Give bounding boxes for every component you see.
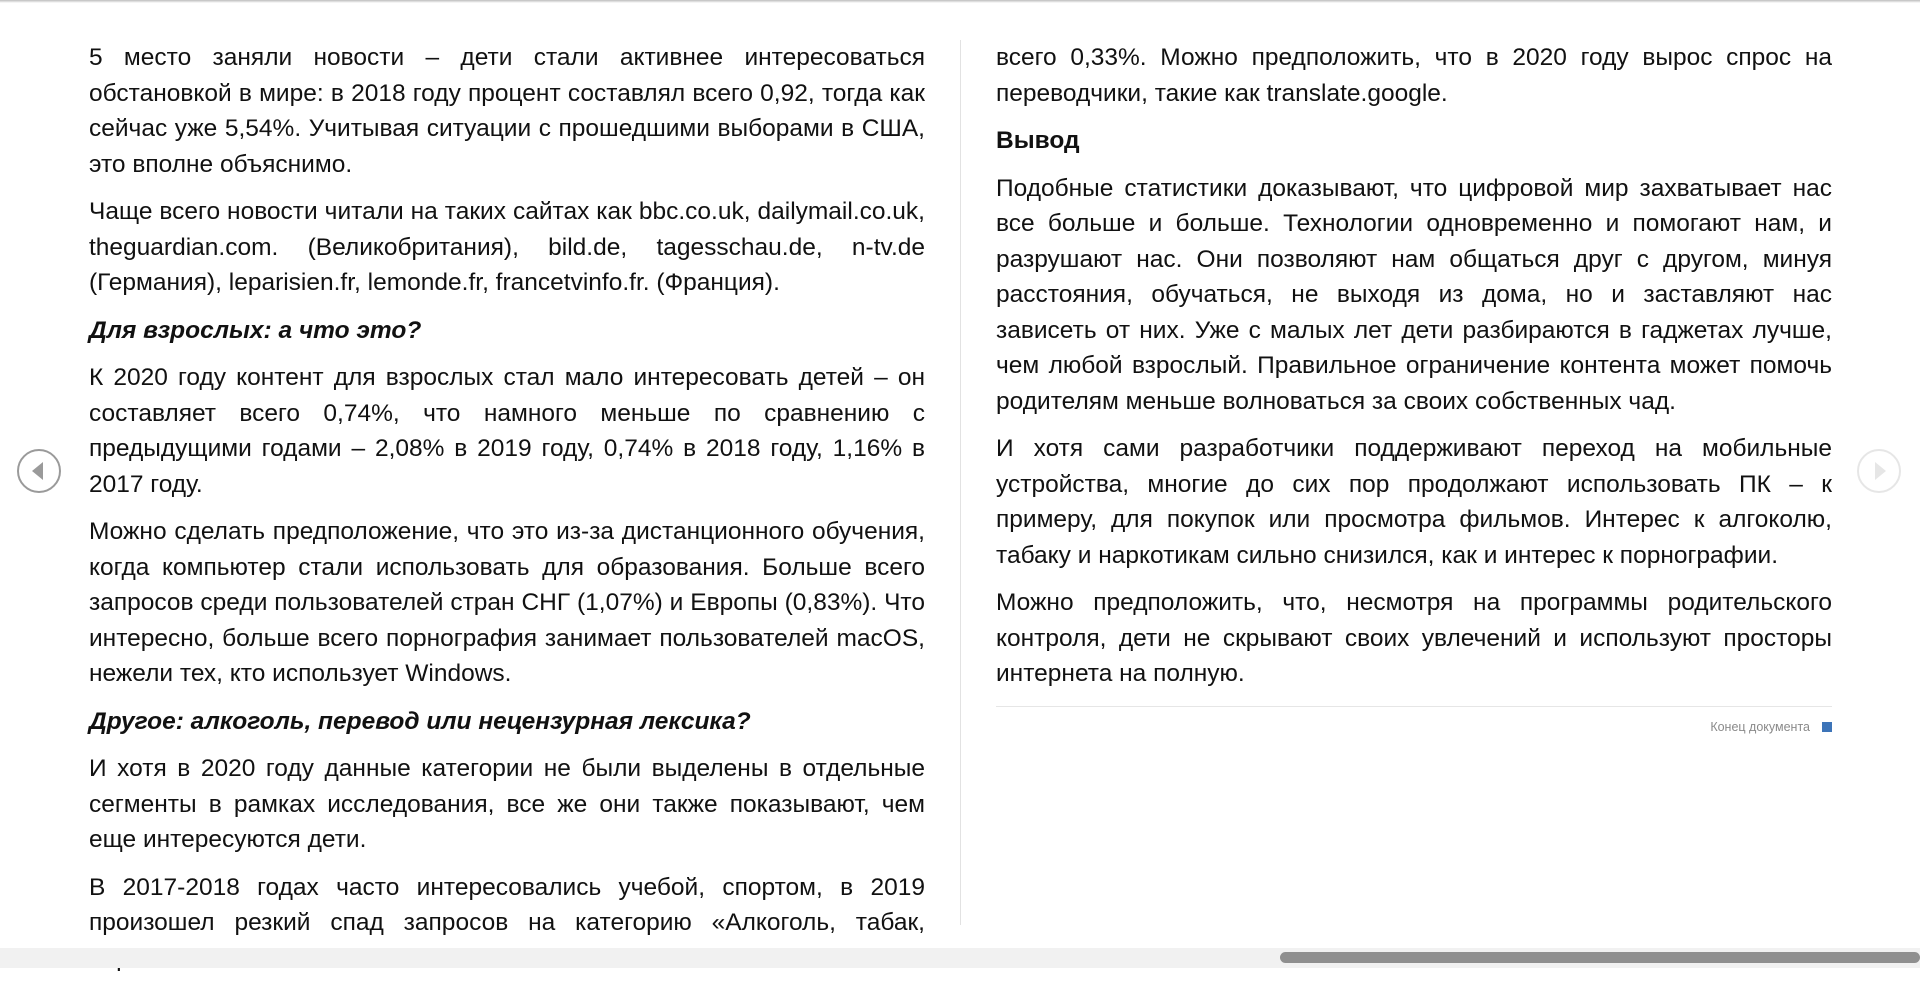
paragraph: В 2017-2018 годах часто интересовались учебой, спортом, в 2019 произошел резкий спад запросов на категорию «Алкоголь, табак, <box>89 873 925 936</box>
end-of-document-label: Конец документа <box>1710 719 1810 734</box>
paragraph: Подобные статистики доказывают, что цифровой мир захватывает нас все больше и больше. Технологии одновременно и помогают нам, и разрушают нас. Они позволяют нам общаться друг с другом, минуя расстояния, обучаться, не выходя из дома, но и заставляют нас зависеть от них. Уже с малых лет дети разбираются в гаджетах лучше, чем любой взрослый. Правильное ограничение контента может помочь родителям меньше волноваться за своих собственных чад. <box>996 174 1832 415</box>
paragraph: Можно предположить, что, несмотря на программы родительского контроля, дети не скрывают своих увлечений и используют просторы интернета на полную. <box>996 589 1832 687</box>
right-page-column <box>996 40 1832 735</box>
chevron-left-icon <box>19 451 59 491</box>
paragraph: И хотя в 2020 году данные категории не были выделены в отдельные сегменты в рамках исследования, все же они также показывают, чем еще интересуются дети. <box>89 755 925 853</box>
chevron-right-icon <box>1859 451 1899 491</box>
previous-page-button[interactable] <box>17 449 61 493</box>
end-divider <box>996 706 1832 707</box>
scrollbar-thumb[interactable] <box>1280 952 1920 963</box>
paragraph: И хотя сами разработчики поддерживают переход на мобильные устройства, многие до сих пор продолжают использовать ПК – к примеру, для покупок или просмотра фильмов. Интерес к алгоколю, табаку и наркотикам сильно снизился, как и интерес к порнографии. <box>996 435 1832 569</box>
next-page-button[interactable] <box>1857 449 1901 493</box>
paragraph: 5 место заняли новости – дети стали активнее интересоваться обстановкой в мире: в 2018 году процент составлял всего 0,92, тогда как сейчас уже 5,54%. Учитывая ситуации с прошедшими выборами в США, это вполне объяснимо. <box>89 44 925 178</box>
column-divider <box>960 40 961 925</box>
paragraph: К 2020 году контент для взрослых стал мало интересовать детей – он составляет всего 0,74%, что намного меньше по сравнению с предыдущими годами – 2,08% в 2019 году, 0,74% в 2018 году, 1,16% в 2017 году. <box>89 364 925 498</box>
end-of-document <box>996 719 1832 735</box>
paragraph: Можно сделать предположение, что это из-за дистанционного обучения, когда компьютер стали использовать для образования. Больше всего запросов среди пользователей стран СНГ (1,07%) и Европы (0,83%). Что интересно, больше всего порнография занимает пользователей macOS, нежели тех, кто использует Windows. <box>89 518 925 687</box>
end-marker-icon <box>1822 722 1832 732</box>
paragraph: всего 0,33%. Можно предположить, что в 2020 году вырос спрос на переводчики, такие как translate.google. <box>996 44 1832 107</box>
paragraph: Чаще всего новости читали на таких сайтах как bbc.co.uk, dailymail.co.uk, theguardian.com. (Великобритания), bild.de, tagesschau.de, n-tv.de (Германия), leparisien.fr, lemonde.fr, francetvinfo.fr. (Франция). <box>89 198 925 296</box>
section-heading: Другое: алкоголь, перевод или нецензурная лексика? <box>89 707 751 735</box>
section-heading: Для взрослых: а что это? <box>89 316 422 344</box>
section-heading: Вывод <box>996 127 1080 154</box>
horizontal-scrollbar[interactable] <box>0 948 1920 968</box>
left-page-column <box>89 40 925 988</box>
